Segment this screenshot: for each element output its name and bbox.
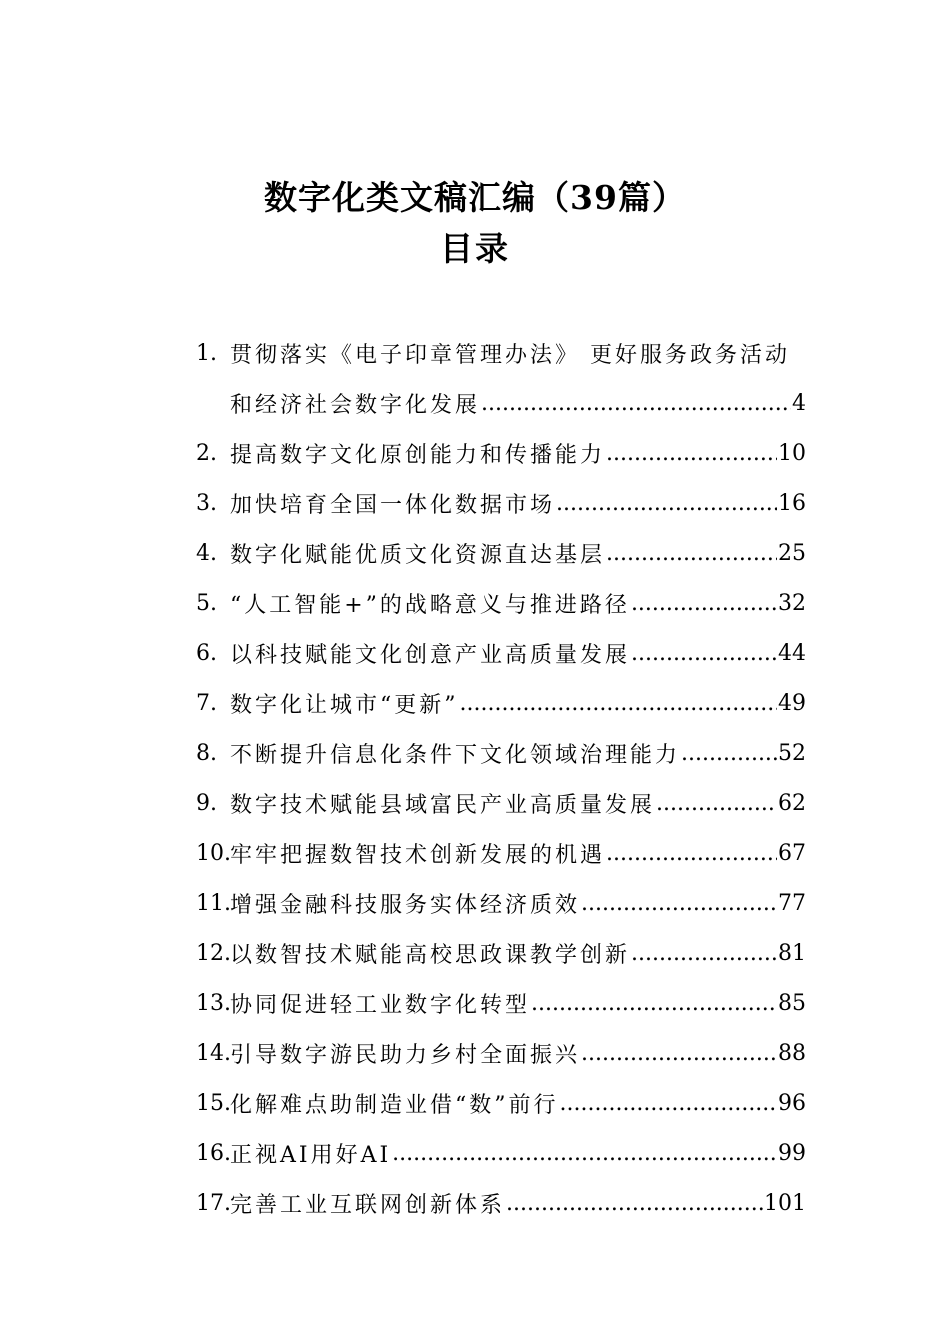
toc-entry-page: 67 [778, 840, 806, 866]
toc-entry-number: 5. [196, 590, 217, 616]
toc-entry-number: 8. [196, 740, 217, 766]
toc-entry-number: 13. [196, 990, 231, 1016]
toc-entry-title: 和经济社会数字化发展 [230, 392, 481, 418]
toc-dot-leader [606, 441, 777, 466]
toc-entry-number: 3. [196, 490, 217, 516]
toc-entry[interactable] [196, 428, 806, 478]
toc-dot-leader [531, 991, 777, 1016]
toc-dot-leader [606, 841, 777, 866]
toc-entry-page: 10 [778, 440, 806, 466]
toc-entry[interactable] [196, 628, 806, 678]
toc-entry-number: 14. [196, 1040, 231, 1066]
toc-dot-leader [681, 741, 777, 766]
toc-entry-title: 牢牢把握数智技术创新发展的机遇 [230, 842, 606, 868]
toc-entry[interactable] [196, 1078, 806, 1128]
toc-entry-page: 25 [778, 540, 806, 566]
toc-dot-leader [631, 641, 777, 666]
toc-dot-leader [560, 1091, 778, 1116]
toc-entry-number: 16. [196, 1140, 231, 1166]
toc-entry-page: 85 [778, 990, 806, 1016]
toc-dot-leader [392, 1141, 777, 1166]
toc-dot-leader [631, 591, 777, 616]
toc-entry-page: 96 [778, 1090, 806, 1116]
toc-entry-number: 6. [196, 640, 217, 666]
toc-dot-leader [631, 941, 777, 966]
toc-dot-leader [460, 691, 778, 716]
toc-entry-page: 99 [778, 1140, 806, 1166]
table-of-contents [196, 328, 806, 1228]
toc-entry-page: 77 [778, 890, 806, 916]
toc-entry-title: 引导数字游民助力乡村全面振兴 [230, 1042, 581, 1068]
toc-entry[interactable] [196, 978, 806, 1028]
toc-heading: 目录 [440, 229, 510, 268]
toc-entry[interactable] [196, 828, 806, 878]
toc-entry-title: 不断提升信息化条件下文化领域治理能力 [230, 742, 681, 768]
toc-entry-title: “人工智能+”的战略意义与推进路径 [230, 592, 630, 618]
toc-dot-leader [481, 391, 791, 416]
toc-entry-number: 2. [196, 440, 217, 466]
toc-entry-page: 88 [778, 1040, 806, 1066]
toc-entry-title: 加快培育全国一体化数据市场 [230, 492, 556, 518]
document-title: 数字化类文稿汇编（39篇） [264, 178, 686, 217]
toc-dot-leader [606, 541, 777, 566]
toc-entry-title: 贯彻落实《电子印章管理办法》 更好服务政务活动 [230, 342, 790, 368]
toc-entry[interactable] [196, 528, 806, 578]
toc-entry[interactable] [196, 778, 806, 828]
toc-entry-number: 7. [196, 690, 217, 716]
toc-entry-number: 4. [196, 540, 217, 566]
toc-entry-page: 49 [778, 690, 806, 716]
toc-entry-title: 正视AI用好AI [230, 1142, 392, 1168]
toc-entry-number: 9. [196, 790, 217, 816]
toc-entry-title: 以科技赋能文化创意产业高质量发展 [230, 642, 631, 668]
toc-entry-title: 协同促进轻工业数字化转型 [230, 992, 531, 1018]
toc-entry-title: 数字技术赋能县域富民产业高质量发展 [230, 792, 656, 818]
toc-entry-page: 16 [778, 490, 806, 516]
toc-entry-number: 12. [196, 940, 231, 966]
toc-entry[interactable] [196, 728, 806, 778]
toc-dot-leader [581, 891, 777, 916]
toc-dot-leader [581, 1041, 777, 1066]
toc-entry-page: 32 [778, 590, 806, 616]
toc-dot-leader [506, 1191, 763, 1216]
toc-entry-page: 4 [792, 390, 806, 416]
toc-entry[interactable] [196, 478, 806, 528]
toc-entry-title: 增强金融科技服务实体经济质效 [230, 892, 581, 918]
toc-entry-title: 提高数字文化原创能力和传播能力 [230, 442, 606, 468]
toc-dot-leader [556, 491, 777, 516]
toc-entry-title: 以数智技术赋能高校思政课教学创新 [230, 942, 631, 968]
toc-entry-page: 81 [778, 940, 806, 966]
toc-entry-number: 17. [196, 1190, 231, 1216]
toc-entry-title: 数字化赋能优质文化资源直达基层 [230, 542, 606, 568]
toc-entry-page: 62 [778, 790, 806, 816]
toc-entry-title: 完善工业互联网创新体系 [230, 1192, 506, 1218]
toc-entry[interactable] [196, 1028, 806, 1078]
toc-entry[interactable] [196, 878, 806, 928]
toc-entry-page: 101 [764, 1190, 806, 1216]
toc-entry-number: 10. [196, 840, 231, 866]
toc-entry[interactable] [196, 1128, 806, 1178]
toc-entry-number: 15. [196, 1090, 231, 1116]
toc-dot-leader [656, 791, 777, 816]
toc-entry-page: 44 [778, 640, 806, 666]
toc-entry-page: 52 [778, 740, 806, 766]
toc-entry-title: 化解难点助制造业借“数”前行 [230, 1092, 559, 1118]
toc-entry-number: 1. [196, 340, 217, 366]
toc-entry[interactable] [196, 928, 806, 978]
toc-entry-title: 数字化让城市“更新” [230, 692, 459, 718]
toc-entry[interactable] [196, 328, 806, 378]
toc-entry[interactable] [196, 578, 806, 628]
toc-entry[interactable] [196, 1178, 806, 1228]
toc-entry-number: 11. [196, 890, 231, 916]
toc-entry[interactable] [196, 678, 806, 728]
toc-entry[interactable] [196, 378, 806, 428]
